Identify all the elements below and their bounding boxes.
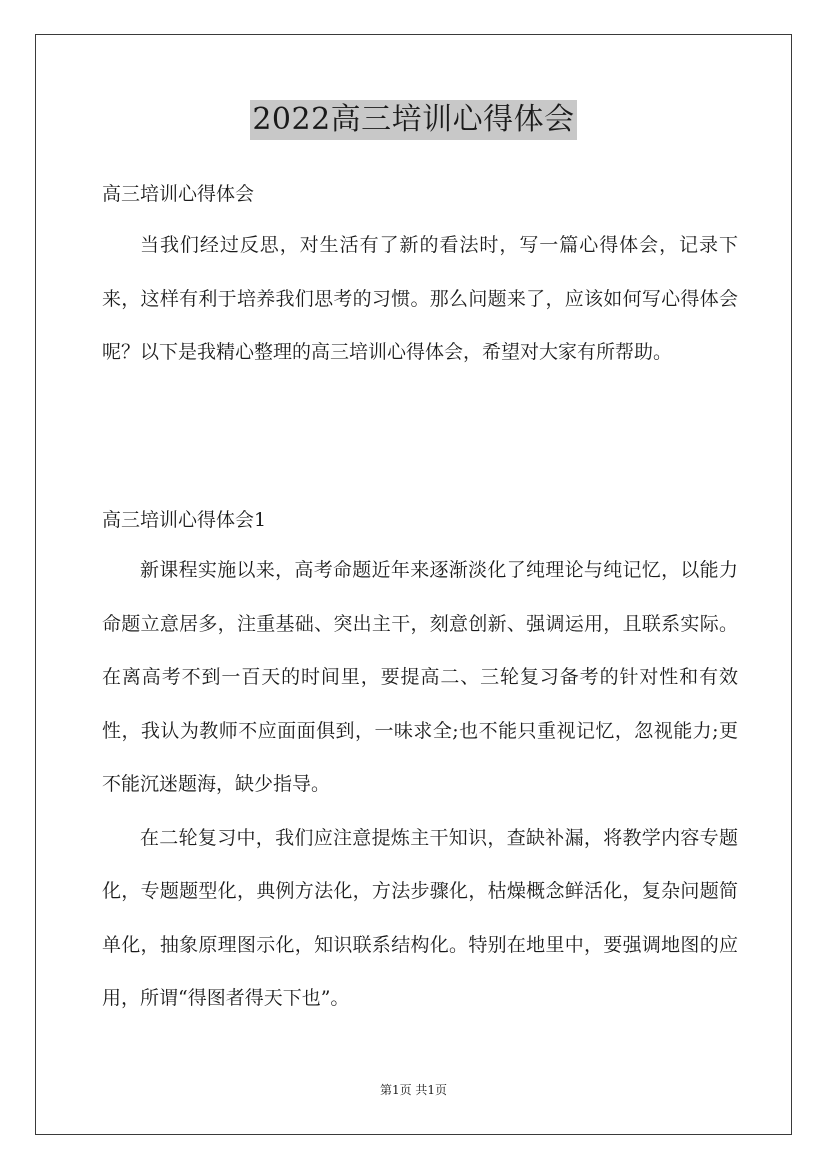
section1-heading: 高三培训心得体会1 [102,509,267,531]
section1-body [102,544,738,1026]
intro-paragraph: 当我们经过反思，对生活有了新的看法时，写一篇心得体会，记录下来，这样有利于培养我们思考的习惯。那么问题来了，应该如何写心得体会呢？以下是我精心整理的高三培训心得体会，希望对大家有所帮助。 [102,234,738,363]
intro-section [102,219,738,380]
body-paragraph: 新课程实施以来，高考命题近年来逐渐淡化了纯理论与纯记忆，以能力命题立意居多，注重基础、突出主干，刻意创新、强调运用，且联系实际。在离高考不到一百天的时间里，要提高二、三轮复习备考的针对性和有效性，我认为教师不应面面俱到，一味求全;也不能只重视记忆，忽视能力;更不能沉迷题海，缺少指导。 [102,559,738,795]
body-paragraph: 在二轮复习中，我们应注意提炼主干知识，查缺补漏，将教学内容专题化，专题题型化，典例方法化，方法步骤化，枯燥概念鲜活化，复杂问题简单化，抽象原理图示化，知识联系结构化。特别在地里中，要强调地图的应用，所谓“得图者得天下也”。 [102,826,738,1009]
title-container [0,100,827,140]
page-footer: 第1页 共1页 [379,1083,448,1097]
document-title: 2022高三培训心得体会 [250,100,576,140]
intro-heading: 高三培训心得体会 [102,183,255,205]
